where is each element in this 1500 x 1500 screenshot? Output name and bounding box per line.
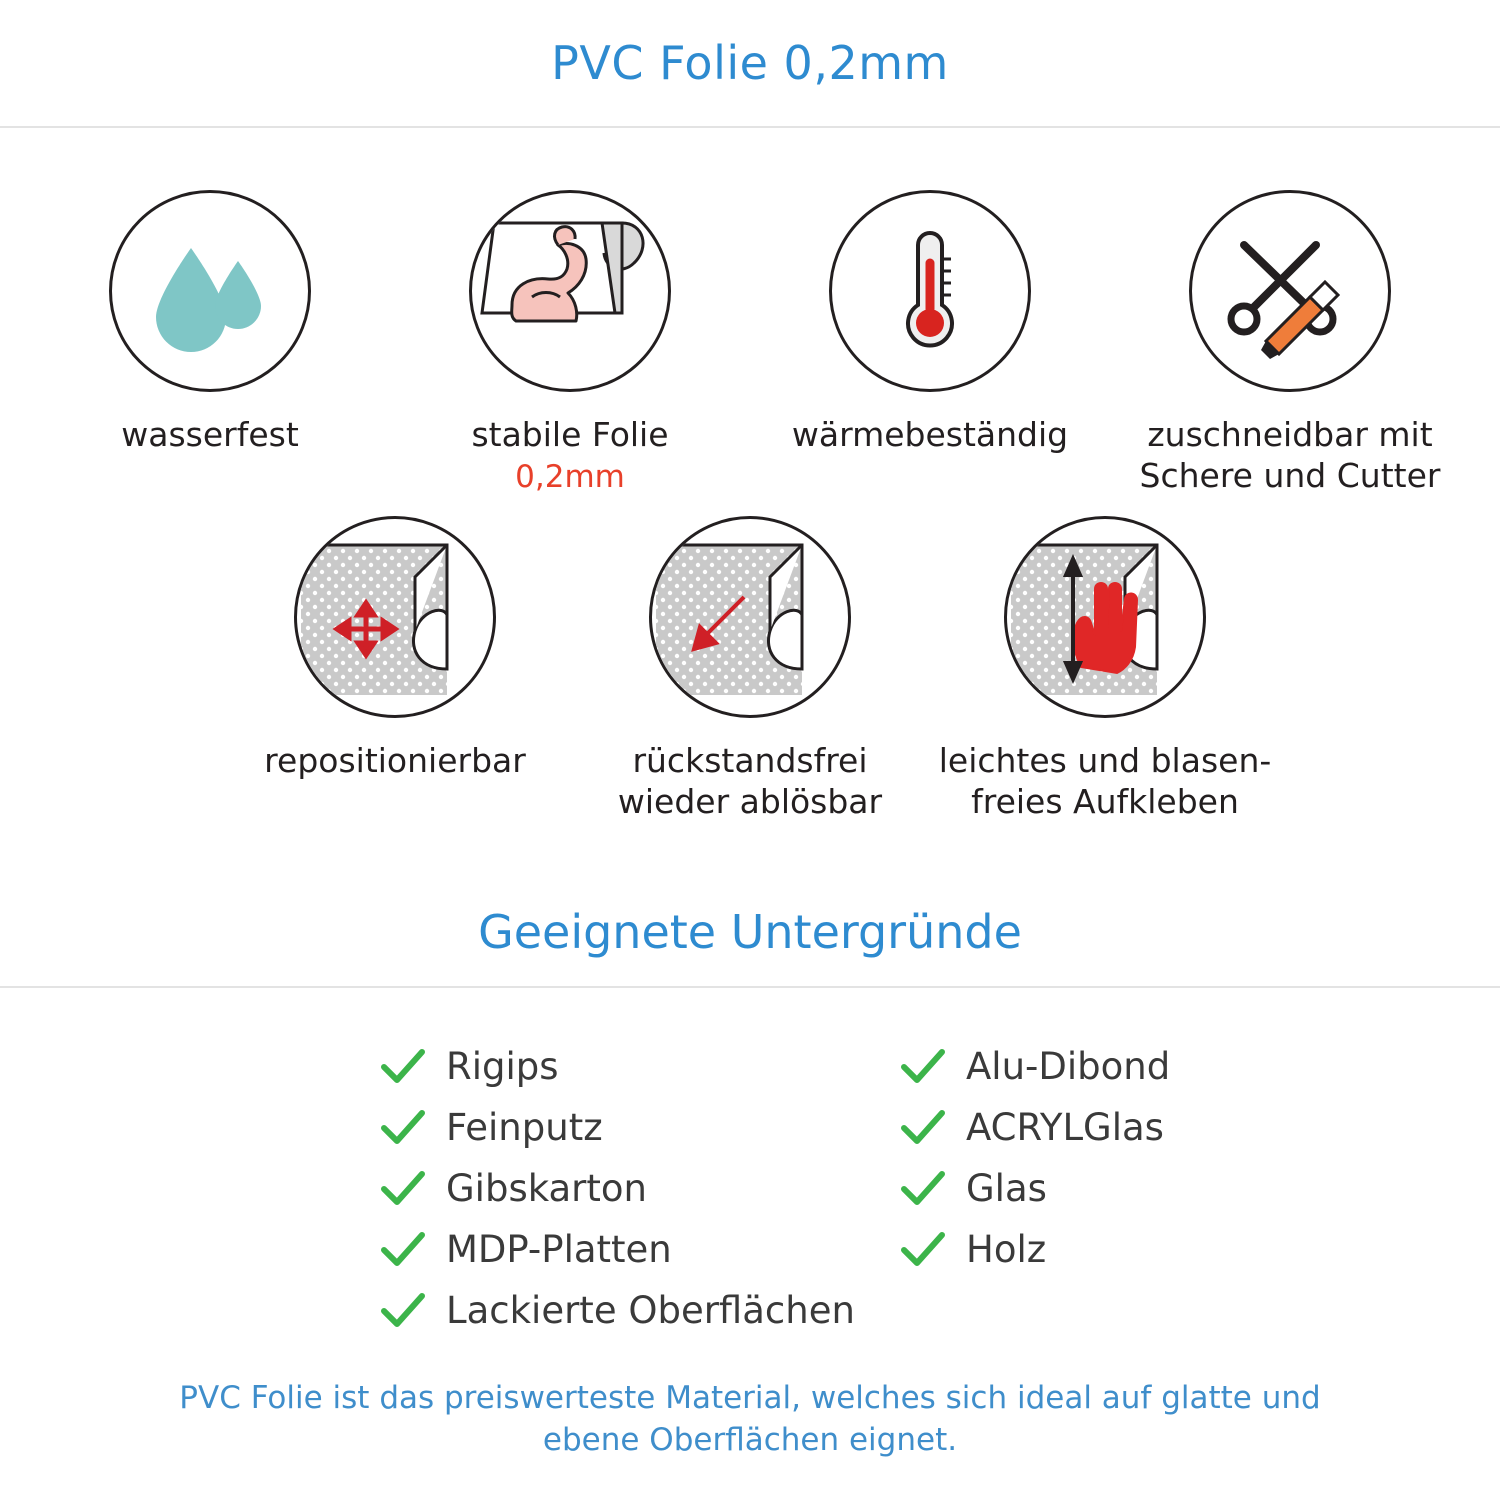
page-header <box>0 0 1500 128</box>
flexed-arm-on-film-icon <box>472 193 668 389</box>
list-item-label: Rigips <box>446 1045 559 1088</box>
list-item <box>900 1097 1230 1158</box>
subsection-header <box>0 878 1500 988</box>
surfaces-list <box>0 988 1500 1341</box>
check-icon <box>900 1230 946 1270</box>
list-item <box>380 1158 750 1219</box>
feature-grid <box>0 128 1500 822</box>
check-icon <box>900 1169 946 1209</box>
footnote-text: PVC Folie ist das preiswerteste Material, welches sich ideal auf glatte und ebene Oberflächen eignet. <box>179 1380 1321 1458</box>
list-item <box>380 1097 750 1158</box>
list-item-label: Alu-Dibond <box>966 1045 1171 1088</box>
surfaces-column-left <box>270 1036 855 1341</box>
feature-sublabel: 0,2mm <box>515 459 625 495</box>
icon-circle <box>469 190 671 392</box>
feature-aufkleben <box>928 516 1283 822</box>
hand-smoothing-icon <box>1007 519 1203 715</box>
feature-waermebestaendig <box>750 190 1110 496</box>
page-title: PVC Folie 0,2mm <box>551 36 949 90</box>
subsection-title: Geeignete Untergründe <box>478 905 1022 959</box>
list-item <box>900 1036 1230 1097</box>
feature-row-1 <box>0 190 1500 496</box>
list-item <box>900 1158 1230 1219</box>
feature-stabile-folie <box>390 190 750 496</box>
icon-circle <box>1189 190 1391 392</box>
feature-zuschneidbar <box>1110 190 1470 496</box>
feature-label: wasserfest <box>121 415 299 454</box>
icon-circle <box>649 516 851 718</box>
feature-row-2 <box>0 516 1500 822</box>
feature-label: zuschneidbar mit Schere und Cutter <box>1139 415 1441 495</box>
icon-circle <box>829 190 1031 392</box>
feature-rueckstandsfrei <box>573 516 928 822</box>
list-item-label: Holz <box>966 1228 1047 1271</box>
feature-label: rückstandsfrei wieder ablösbar <box>617 741 883 821</box>
list-item-label: Lackierte Oberflächen <box>446 1289 855 1332</box>
check-icon <box>380 1230 426 1270</box>
list-item-label: Gibskarton <box>446 1167 647 1210</box>
list-item-label: MDP-Platten <box>446 1228 672 1271</box>
list-item <box>380 1280 855 1341</box>
list-item-label: Glas <box>966 1167 1047 1210</box>
icon-circle <box>294 516 496 718</box>
feature-wasserfest <box>30 190 390 496</box>
list-item <box>380 1036 750 1097</box>
check-icon <box>900 1108 946 1148</box>
feature-label: wärmebeständig <box>791 415 1069 454</box>
scissors-and-cutter-icon <box>1192 193 1388 389</box>
feature-repositionierbar <box>218 516 573 822</box>
list-item-label: ACRYLGlas <box>966 1106 1164 1149</box>
peel-off-arrow-icon <box>652 519 848 715</box>
list-item-label: Feinputz <box>446 1106 603 1149</box>
check-icon <box>900 1047 946 1087</box>
check-icon <box>380 1169 426 1209</box>
check-icon <box>380 1047 426 1087</box>
check-icon <box>380 1108 426 1148</box>
thermometer-icon <box>832 193 1028 389</box>
icon-circle <box>1004 516 1206 718</box>
water-drops-icon <box>112 193 308 389</box>
icon-circle <box>109 190 311 392</box>
list-item <box>900 1219 1230 1280</box>
feature-label: repositionierbar <box>264 741 526 780</box>
feature-label: leichtes und blasen- freies Aufkleben <box>938 741 1272 821</box>
surfaces-column-right <box>750 1036 1230 1341</box>
reposition-arrows-icon <box>297 519 493 715</box>
check-icon <box>380 1291 426 1331</box>
feature-label: stabile Folie <box>471 415 669 454</box>
list-item <box>380 1219 750 1280</box>
